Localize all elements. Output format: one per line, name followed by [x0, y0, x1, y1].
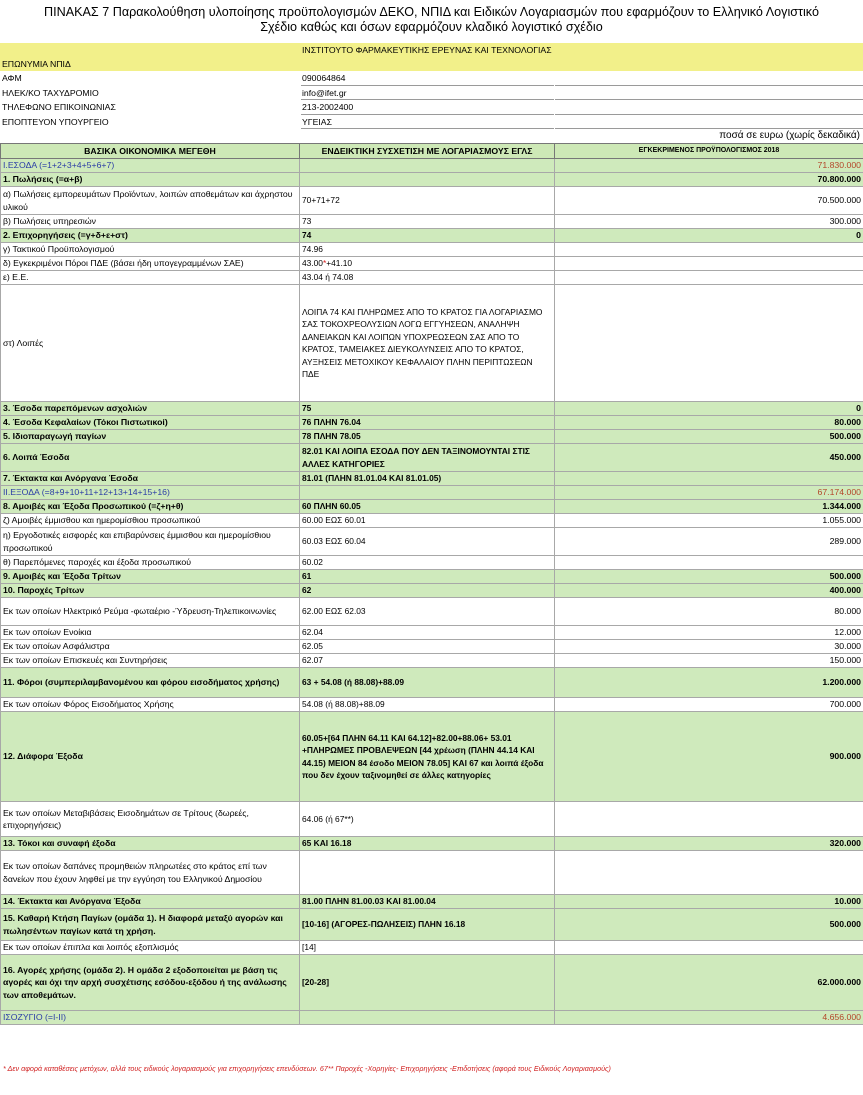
row-label: 15. Καθαρή Κτήση Παγίων (ομάδα 1). Η διαφορά μεταξύ αγορών και πωλησέντων παγίων κατά τη χρήση. — [1, 909, 300, 941]
table-row — [1, 570, 863, 584]
table-row — [1, 257, 863, 271]
table-row — [1, 215, 863, 229]
row-amount[interactable]: 500.000 — [555, 430, 863, 444]
budget-table — [0, 143, 863, 1025]
row-label: Εκ των οποίων Ηλεκτρικό Ρεύμα -φωταέριο -Ύδρευση-Τηλεπικοινωνίες — [1, 598, 300, 626]
table-row — [1, 837, 863, 851]
row-label: δ) Εγκεκριμένοι Πόροι ΠΔΕ (βάσει ήδη υπογεγραμμένων ΣΑΕ) — [1, 257, 300, 271]
title-line-1: ΠΙΝΑΚΑΣ 7 Παρακολούθηση υλοποίησης προϋπολογισμών ΔΕΚΟ, ΝΠΙΔ και Ειδικών Λογαριασμών που εφαρμόζουν το Ελληνικό Λογιστικό — [44, 5, 819, 19]
row-amount[interactable]: 80.000 — [555, 598, 863, 626]
table-row — [1, 941, 863, 955]
row-account-code[interactable]: 62 — [300, 584, 555, 598]
table-row — [1, 528, 863, 556]
entity-info — [0, 43, 863, 129]
row-amount[interactable]: 450.000 — [555, 444, 863, 472]
row-account-code[interactable]: 62.00 ΕΩΣ 62.03 — [300, 598, 555, 626]
row-account-code[interactable] — [300, 486, 555, 500]
row-amount[interactable]: 70.500.000 — [555, 187, 863, 215]
table-row — [1, 159, 863, 173]
info-row-email — [0, 86, 863, 101]
row-label: Ι.ΕΣΟΔΑ (=1+2+3+4+5+6+7) — [1, 159, 300, 173]
table-row — [1, 1011, 863, 1025]
row-label: 11. Φόροι (συμπεριλαμβανομένου και φόρου εισοδήματος χρήσης) — [1, 668, 300, 698]
row-amount[interactable]: 300.000 — [555, 215, 863, 229]
row-account-code[interactable]: 74 — [300, 229, 555, 243]
row-account-code[interactable]: 63 + 54.08 (ή 88.08)+88.09 — [300, 668, 555, 698]
row-amount[interactable]: 900.000 — [555, 712, 863, 802]
table-row — [1, 285, 863, 402]
row-label: 12. Διάφορα Έξοδα — [1, 712, 300, 802]
table-row — [1, 556, 863, 570]
row-account-code[interactable]: 73 — [300, 215, 555, 229]
info-value-email[interactable]: info@ifet.gr — [301, 86, 554, 101]
table-row — [1, 229, 863, 243]
row-account-code[interactable]: 70+71+72 — [300, 187, 555, 215]
table-row — [1, 444, 863, 472]
header-approved-budget: ΕΓΚΕΚΡΙΜΕΝΟΣ ΠΡΟΫΠΟΛΟΓΙΣΜΟΣ 2018 — [555, 144, 863, 159]
row-label: α) Πωλήσεις εμπορευμάτων Προϊόντων, λοιπών αποθεμάτων και άχρηστου υλικού — [1, 187, 300, 215]
row-account-code[interactable]: [10-16] (ΑΓΟΡΕΣ-ΠΩΛΗΣΕΙΣ) ΠΛΗΝ 16.18 — [300, 909, 555, 941]
row-account-code[interactable]: 76 ΠΛΗΝ 76.04 — [300, 416, 555, 430]
row-amount[interactable]: 320.000 — [555, 837, 863, 851]
table-row — [1, 909, 863, 941]
row-account-code[interactable]: 74.96 — [300, 243, 555, 257]
row-label: 8. Αμοιβές και Έξοδα Προσωπικού (=ζ+η+θ) — [1, 500, 300, 514]
table-row — [1, 955, 863, 1011]
row-account-code[interactable]: 60.00 ΕΩΣ 60.01 — [300, 514, 555, 528]
table-row — [1, 668, 863, 698]
row-label: Εκ των οποίων Ενοίκια — [1, 626, 300, 640]
row-account-code[interactable]: 60.03 ΕΩΣ 60.04 — [300, 528, 555, 556]
info-label-afm: ΑΦΜ — [2, 73, 22, 83]
table-row — [1, 472, 863, 486]
row-amount[interactable]: 700.000 — [555, 698, 863, 712]
row-amount[interactable]: 10.000 — [555, 895, 863, 909]
table-row — [1, 486, 863, 500]
row-label: β) Πωλήσεις υπηρεσιών — [1, 215, 300, 229]
row-account-code[interactable]: [20-28] — [300, 955, 555, 1011]
table-row — [1, 598, 863, 626]
row-label: 14. Έκτακτα και Ανόργανα Έξοδα — [1, 895, 300, 909]
row-account-code[interactable]: 61 — [300, 570, 555, 584]
row-label: 6. Λοιπά Έσοδα — [1, 444, 300, 472]
row-label: 1. Πωλήσεις (=α+β) — [1, 173, 300, 187]
table-row — [1, 698, 863, 712]
info-value-name[interactable]: ΙΝΣΤΙΤΟΥΤΟ ΦΑΡΜΑΚΕΥΤΙΚΗΣ ΕΡΕΥΝΑΣ ΚΑΙ ΤΕΧΝΟΛΟΓΙΑΣ — [302, 45, 552, 55]
table-row — [1, 500, 863, 514]
table-header-row — [1, 144, 863, 159]
row-account-code[interactable]: 43.00*+41.10 — [300, 257, 555, 271]
page-title — [0, 0, 863, 38]
table-row — [1, 640, 863, 654]
info-label-phone: ΤΗΛΕΦΩΝΟ ΕΠΙΚΟΙΝΩΝΙΑΣ — [2, 102, 116, 112]
row-label: η) Εργοδοτικές εισφορές και επιβαρύνσεις έμμισθου και ημερομίσθιου προσωπικού — [1, 528, 300, 556]
row-account-code[interactable]: 54.08 (ή 88.08)+88.09 — [300, 698, 555, 712]
row-amount[interactable]: 400.000 — [555, 584, 863, 598]
row-label: 3. Έσοδα παρεπόμενων ασχολιών — [1, 402, 300, 416]
table-row — [1, 654, 863, 668]
row-account-code[interactable] — [300, 159, 555, 173]
table-row — [1, 271, 863, 285]
table-row — [1, 187, 863, 215]
row-account-code[interactable]: 62.04 — [300, 626, 555, 640]
row-label: ζ) Αμοιβές έμμισθου και ημερομίσθιου προσωπικού — [1, 514, 300, 528]
table-row — [1, 402, 863, 416]
row-amount[interactable]: 1.055.000 — [555, 514, 863, 528]
table-row — [1, 712, 863, 802]
row-label: 10. Παροχές Τρίτων — [1, 584, 300, 598]
row-amount[interactable] — [555, 851, 863, 895]
row-label: 4. Έσοδα Κεφαλαίων (Τόκοι Πιστωτικοί) — [1, 416, 300, 430]
row-account-code[interactable]: 62.05 — [300, 640, 555, 654]
row-account-code[interactable]: 64.06 (ή 67**) — [300, 802, 555, 837]
footnote: * Δεν αφορά καταθέσεις μετόχων, αλλά τους ειδικούς λογαριασμούς για επιχορηγήσεις επενδύσεων. 67** Παροχές -Χορηγίες- Επιχορηγήσεις -Επιδοτήσεις (αφορά τους Ειδικούς Λογαριασμούς) — [3, 1064, 611, 1073]
title-line-2: Σχέδιο καθώς και όσων εφαρμόζουν κλαδικό λογιστικό σχέδιο — [260, 20, 603, 34]
row-account-code[interactable]: 65 ΚΑΙ 16.18 — [300, 837, 555, 851]
row-account-code[interactable]: 60 ΠΛΗΝ 60.05 — [300, 500, 555, 514]
row-account-code[interactable]: 60.05+[64 ΠΛΗΝ 64.11 ΚΑΙ 64.12]+82.00+88.06+ 53.01 +ΠΛΗΡΩΜΕΣ ΠΡΟΒΛΕΨΕΩΝ [44 χρέωση (ΠΛΗΝ 44.14 ΚΑΙ 44.15) ΜΕΙΟΝ 84 έσοδο ΜΕΙΟΝ 78.05] ΚΑΙ 67 και λοιπά έξοδα που δεν έχουν ταξινομηθεί σε άλλες κατηγορίες — [300, 712, 555, 802]
info-row-phone — [0, 100, 863, 115]
info-value-afm[interactable]: 090064864 — [301, 71, 554, 86]
row-account-code[interactable]: 78 ΠΛΗΝ 78.05 — [300, 430, 555, 444]
row-amount[interactable]: 1.344.000 — [555, 500, 863, 514]
row-amount[interactable]: 71.830.000 — [555, 159, 863, 173]
row-label: Εκ των οποίων δαπάνες προμηθειών πληρωτέες στο κράτος επί των δανείων που έχουν ληφθεί με την εγγύηση του Ελληνικού Δημοσίου — [1, 851, 300, 895]
row-label: Εκ των οποίων Φόρος Εισοδήματος Χρήσης — [1, 698, 300, 712]
row-label: στ) Λοιπές — [1, 285, 300, 402]
row-amount[interactable] — [555, 472, 863, 486]
row-label: Εκ των οποίων Μεταβιβάσεις Εισοδημάτων σε Τρίτους (δωρεές, επιχορηγήσεις) — [1, 802, 300, 837]
info-value-phone[interactable]: 213-2002400 — [301, 100, 554, 115]
units-note: ποσά σε ευρω (χωρίς δεκαδικά) — [719, 130, 860, 141]
row-label: ε) Ε.Ε. — [1, 271, 300, 285]
row-label: Εκ των οποίων Ασφάλιστρα — [1, 640, 300, 654]
row-amount[interactable]: 289.000 — [555, 528, 863, 556]
row-amount[interactable] — [555, 271, 863, 285]
row-account-code[interactable]: [14] — [300, 941, 555, 955]
table-row — [1, 851, 863, 895]
header-financial-figures: ΒΑΣΙΚΑ ΟΙΚΟΝΟΜΙΚΑ ΜΕΓΕΘΗ — [1, 144, 300, 159]
row-label: 16. Αγορές χρήσης (ομάδα 2). Η ομάδα 2 εξοδοποιείται με βάση τις αγορές και όχι την αρχή συσχέτισης εσόδου-εξόδου ή της ανάλωσης των αποθεμάτων. — [1, 955, 300, 1011]
row-label: γ) Τακτικού Προϋπολογισμού — [1, 243, 300, 257]
info-row-afm — [0, 71, 863, 86]
row-label: 2. Επιχορηγήσεις (=γ+δ+ε+στ) — [1, 229, 300, 243]
row-amount[interactable] — [555, 243, 863, 257]
table-row — [1, 173, 863, 187]
row-amount[interactable]: 62.000.000 — [555, 955, 863, 1011]
info-row-name — [0, 43, 863, 71]
row-account-code[interactable]: 43.04 ή 74.08 — [300, 271, 555, 285]
row-amount[interactable]: 30.000 — [555, 640, 863, 654]
table-row — [1, 416, 863, 430]
row-account-code[interactable] — [300, 851, 555, 895]
row-account-code[interactable]: 75 — [300, 402, 555, 416]
row-label: ΙΙ.ΕΞΟΔΑ (=8+9+10+11+12+13+14+15+16) — [1, 486, 300, 500]
row-amount[interactable]: 0 — [555, 402, 863, 416]
info-value-ministry[interactable]: ΥΓΕΙΑΣ — [301, 115, 554, 130]
row-label: 9. Αμοιβές και Έξοδα Τρίτων — [1, 570, 300, 584]
row-account-code[interactable]: 81.00 ΠΛΗΝ 81.00.03 ΚΑΙ 81.00.04 — [300, 895, 555, 909]
row-account-code[interactable]: 60.02 — [300, 556, 555, 570]
info-label-name: ΕΠΩΝΥΜΙΑ ΝΠΙΔ — [2, 58, 71, 69]
row-label: 5. Ιδιοπαραγωγή παγίων — [1, 430, 300, 444]
row-amount[interactable]: 70.800.000 — [555, 173, 863, 187]
row-label: ΙΣΟΖΥΓΙΟ (=Ι-ΙΙ) — [1, 1011, 300, 1025]
budget-rows — [1, 159, 863, 1025]
row-amount[interactable] — [555, 556, 863, 570]
row-label: Εκ των οποίων Επισκευές και Συντηρήσεις — [1, 654, 300, 668]
row-amount[interactable]: 500.000 — [555, 570, 863, 584]
row-label: 7. Έκτακτα και Ανόργανα Έσοδα — [1, 472, 300, 486]
row-amount[interactable]: 4.656.000 — [555, 1011, 863, 1025]
header-account-mapping: ΕΝΔΕΙΚΤΙΚΗ ΣΥΣΧΕΤΙΣΗ ΜΕ ΛΟΓΑΡΙΑΣΜΟΥΣ ΕΓΛΣ — [300, 144, 555, 159]
row-account-code[interactable]: ΛΟΙΠΑ 74 ΚΑΙ ΠΛΗΡΩΜΕΣ ΑΠΟ ΤΟ ΚΡΑΤΟΣ ΓΙΑ ΛΟΓΑΡΙΑΣΜΟ ΣΑΣ ΤΟΚΟΧΡΕΟΛΥΣΙΩΝ ΛΟΓΩ ΕΓΓΥΗΣΕΩΝ, ΑΝΑΛΗΨΗ ΔΑΝΕΙΑΚΩΝ ΚΑΙ ΛΟΙΠΩΝ ΥΠΟΧΡΕΩΣΕΩΝ ΣΑΣ ΑΠΟ ΤΟ ΚΡΑΤΟΣ, ΤΑΜΕΙΑΚΕΣ ΔΙΕΥΚΟΛΥΝΣΕΙΣ ΑΠΟ ΤΟ ΚΡΑΤΟΣ, ΑΥΞΗΣΕΙΣ ΜΕΤΟΧΙΚΟΥ ΚΕΦΑΛΑΙΟΥ ΠΛΗΝ ΠΕΡΙΠΤΩΣΕΩΝ ΠΔΕ — [300, 285, 555, 402]
table-row — [1, 514, 863, 528]
table-row — [1, 626, 863, 640]
row-amount[interactable]: 1.200.000 — [555, 668, 863, 698]
row-amount[interactable] — [555, 285, 863, 402]
row-amount[interactable]: 500.000 — [555, 909, 863, 941]
row-label: θ) Παρεπόμενες παροχές και έξοδα προσωπικού — [1, 556, 300, 570]
row-amount[interactable] — [555, 802, 863, 837]
row-amount[interactable]: 0 — [555, 229, 863, 243]
table-row — [1, 802, 863, 837]
row-account-code[interactable]: 82.01 ΚΑΙ ΛΟΙΠΑ ΕΣΟΔΑ ΠΟΥ ΔΕΝ ΤΑΞΙΝΟΜΟΥΝΤΑΙ ΣΤΙΣ ΑΛΛΕΣ ΚΑΤΗΓΟΡΙΕΣ — [300, 444, 555, 472]
row-amount[interactable]: 150.000 — [555, 654, 863, 668]
table-row — [1, 895, 863, 909]
row-amount[interactable]: 80.000 — [555, 416, 863, 430]
row-account-code[interactable]: 81.01 (ΠΛΗΝ 81.01.04 ΚΑΙ 81.01.05) — [300, 472, 555, 486]
row-amount[interactable] — [555, 257, 863, 271]
info-label-email: ΗΛΕΚ/ΚΟ ΤΑΧΥΔΡΟΜΙΟ — [2, 87, 99, 98]
row-label: Εκ των οποίων έπιπλα και λοιπός εξοπλισμός — [1, 941, 300, 955]
row-account-code[interactable] — [300, 173, 555, 187]
info-label-ministry: ΕΠΟΠΤΕΥΟΝ ΥΠΟΥΡΓΕΙΟ — [2, 116, 109, 127]
info-row-ministry — [0, 115, 863, 130]
row-label: 13. Τόκοι και συναφή έξοδα — [1, 837, 300, 851]
row-amount[interactable] — [555, 941, 863, 955]
table-row — [1, 243, 863, 257]
table-row — [1, 584, 863, 598]
row-account-code[interactable] — [300, 1011, 555, 1025]
table-row — [1, 430, 863, 444]
row-account-code[interactable]: 62.07 — [300, 654, 555, 668]
row-amount[interactable]: 12.000 — [555, 626, 863, 640]
row-amount[interactable]: 67.174.000 — [555, 486, 863, 500]
